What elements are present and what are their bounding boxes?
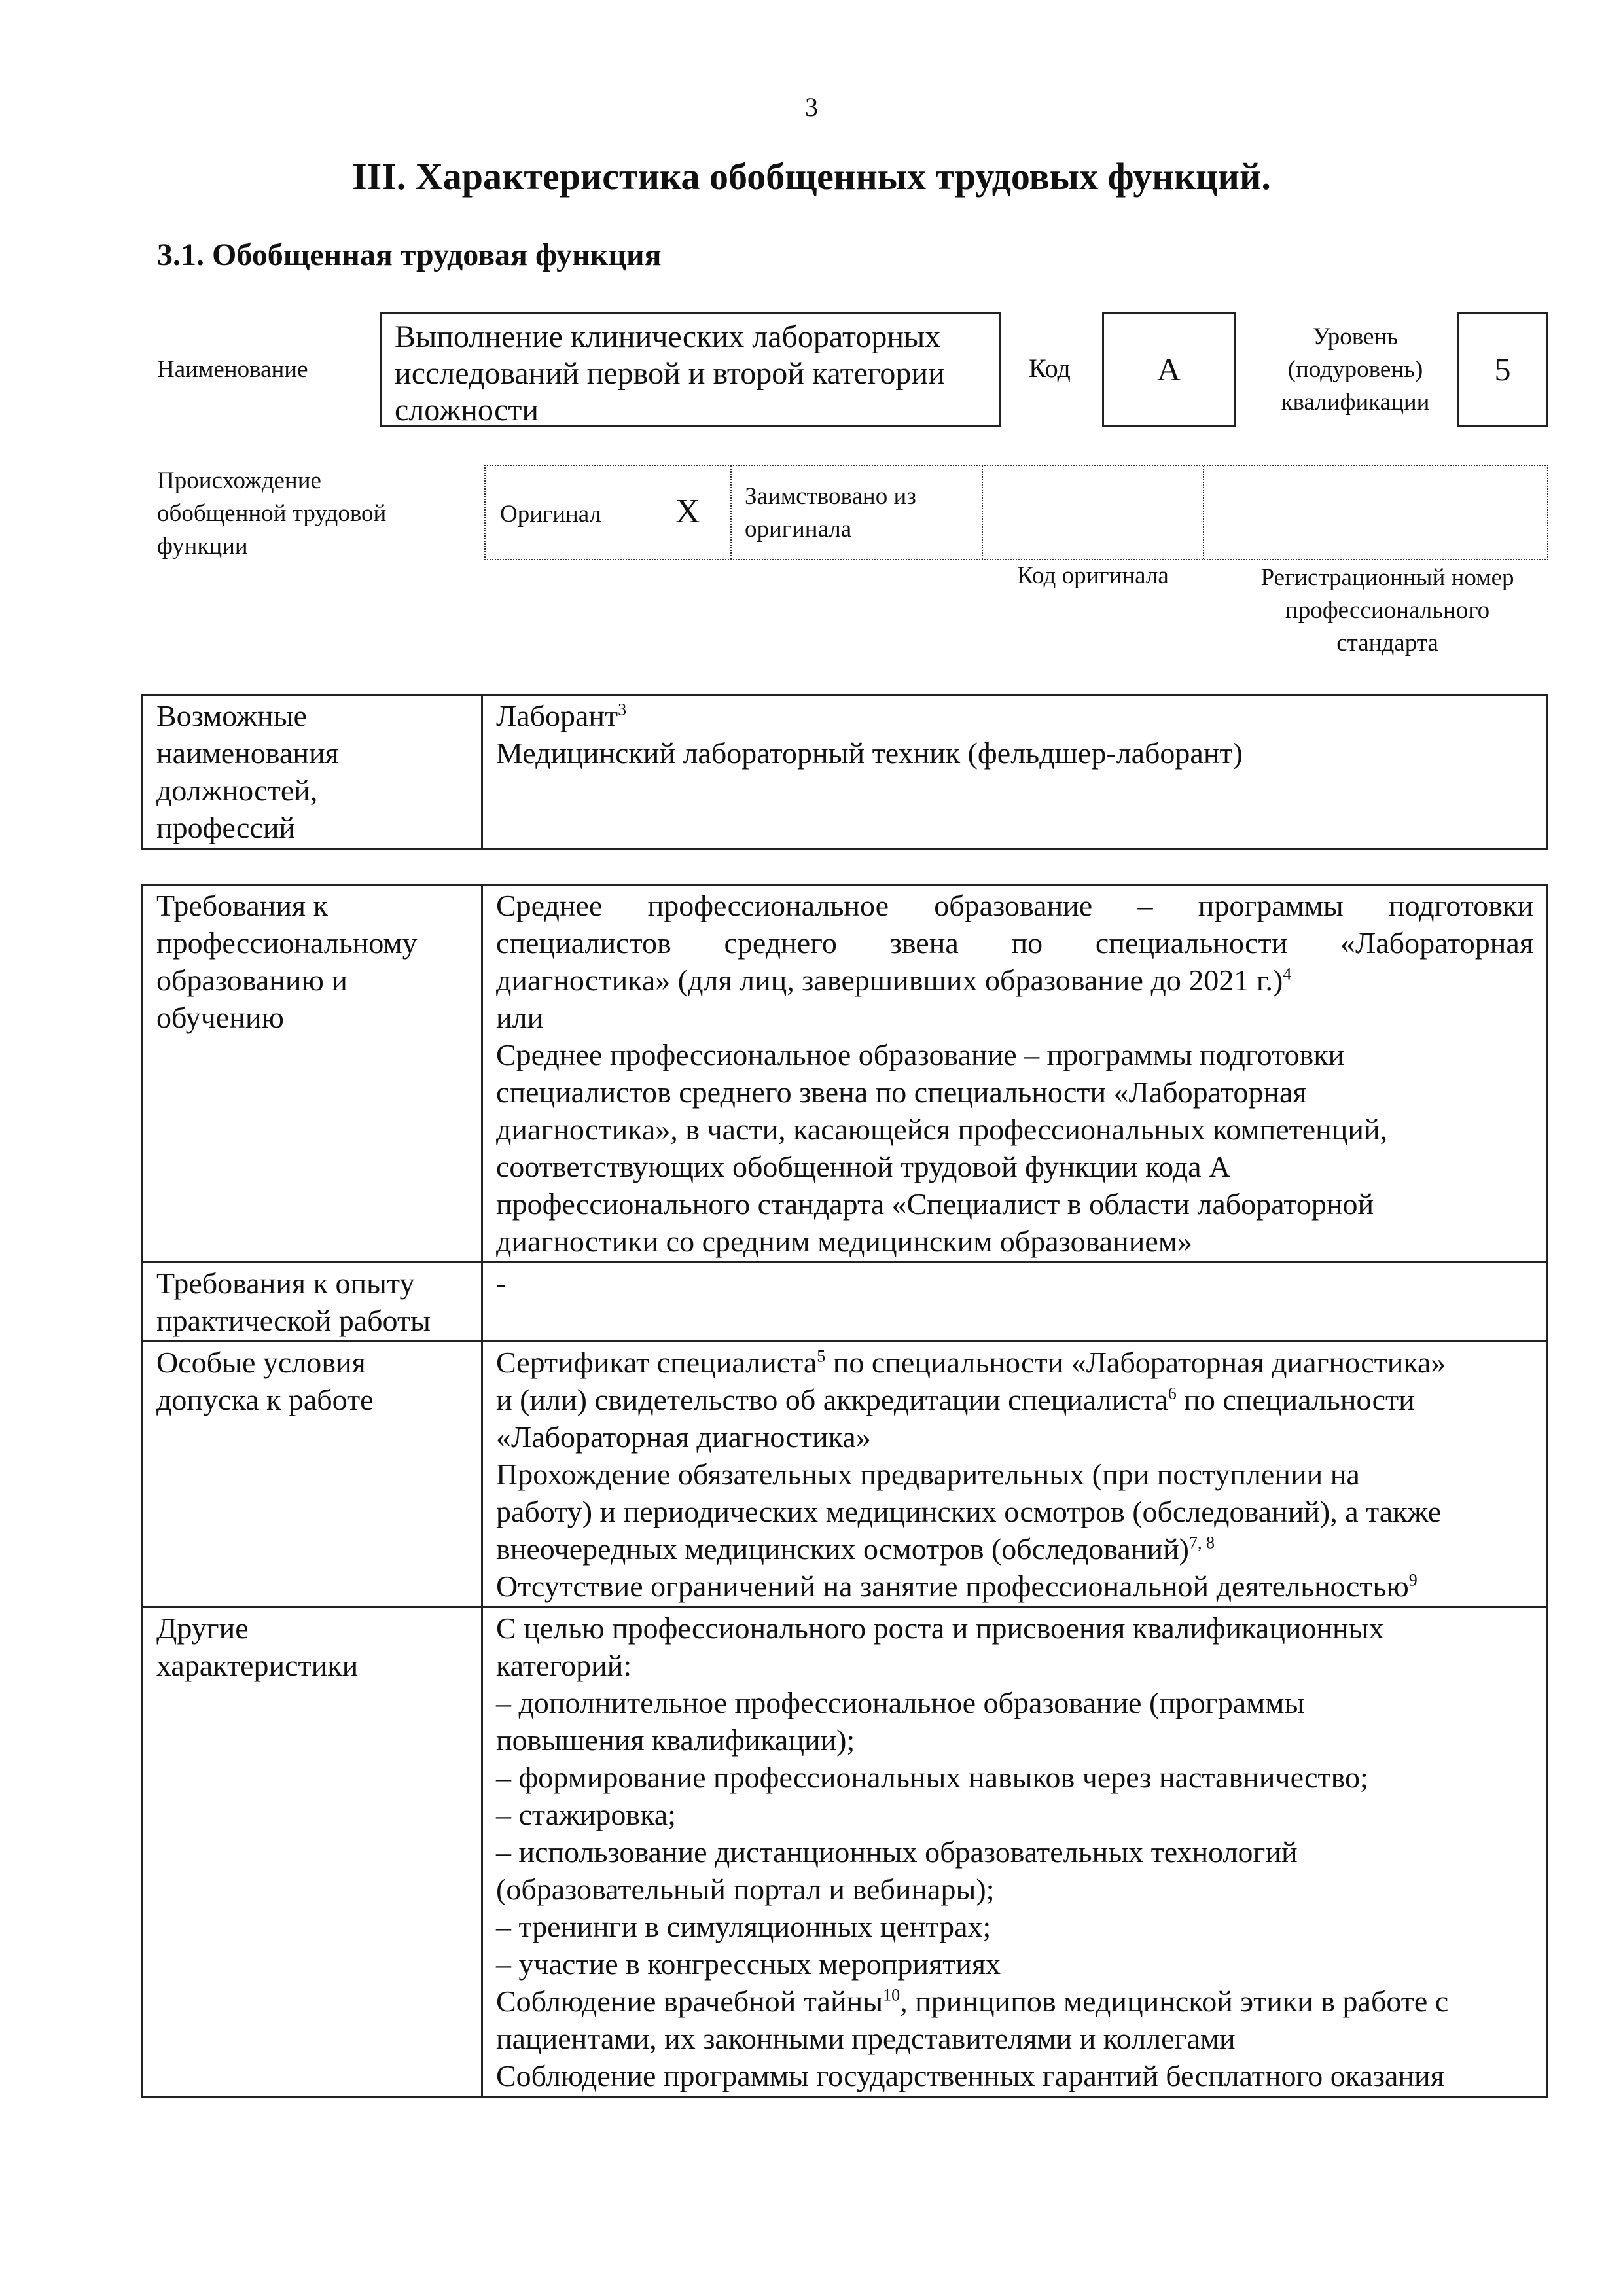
other-text: , принципов медицинской этики в работе с <box>900 1984 1449 2018</box>
origin-borrowed-cell <box>732 466 983 559</box>
code-label: Код <box>1029 353 1071 383</box>
name-label: Наименование <box>157 356 308 383</box>
admission-line <box>496 1568 1533 1605</box>
other-label-line: Другие <box>156 1611 249 1645</box>
education-line <box>496 961 1533 999</box>
admission-text: Сертификат специалиста <box>496 1346 817 1379</box>
education-line: диагностика», в части, касающейся профессиональных компетенций, <box>496 1113 1388 1146</box>
position-item: Медицинский лабораторный техник (фельдшер-лаборант) <box>496 736 1243 770</box>
table-row <box>143 885 1548 1263</box>
admission-label-line: допуска к работе <box>156 1383 374 1416</box>
borrowed-label-line: Заимствовано из <box>745 483 916 510</box>
education-line: или <box>496 1001 544 1034</box>
original-mark: Х <box>675 493 700 530</box>
level-label-line: (подуровень) <box>1287 356 1423 383</box>
table-row <box>143 1607 1548 2097</box>
education-line: специалистов среднего звена по специальности «Лабораторная <box>496 926 1533 960</box>
education-line: соответствующих обобщенной трудовой функции кода А <box>496 1150 1231 1183</box>
education-line: специалистов среднего звена по специальности «Лабораторная <box>496 1075 1307 1109</box>
table-row <box>143 1263 1548 1342</box>
admission-text: по специальности <box>1176 1383 1415 1416</box>
positions-label-line: должностей, <box>156 774 318 807</box>
admission-text: по специальности «Лабораторная диагностика» <box>825 1346 1446 1379</box>
origin-table <box>484 465 1548 560</box>
education-label-line: Требования к <box>156 889 328 922</box>
education-line: диагностики со средним медицинским образованием» <box>496 1225 1192 1258</box>
admission-line: Прохождение обязательных предварительных (при поступлении на <box>496 1458 1360 1491</box>
level-label-line: квалификации <box>1281 389 1430 416</box>
other-line: пациентами, их законными представителями и коллегами <box>496 2022 1236 2055</box>
page-number: 3 <box>805 92 818 122</box>
positions-table <box>141 694 1548 850</box>
other-label-cell <box>143 1607 482 2097</box>
footnote-ref: 10 <box>883 1985 901 2005</box>
other-line: – формирование профессиональных навыков через наставничество; <box>496 1761 1368 1794</box>
code-original-caption: Код оригинала <box>1017 562 1169 589</box>
positions-label-cell <box>143 695 482 849</box>
borrowed-label <box>745 480 916 546</box>
experience-label-line: практической работы <box>156 1304 431 1337</box>
origin-original-cell <box>486 466 732 559</box>
education-value-cell <box>482 885 1548 1263</box>
admission-label-line: Особые условия <box>156 1346 366 1379</box>
level-value: 5 <box>1457 312 1548 427</box>
admission-line <box>496 1530 1533 1568</box>
reg-caption-line: стандарта <box>1336 630 1438 656</box>
admission-text: Отсутствие ограничений на занятие профессиональной деятельностью <box>496 1570 1409 1603</box>
footnote-ref: 4 <box>1283 964 1292 984</box>
education-label-line: обучению <box>156 1001 284 1034</box>
other-line: – использование дистанционных образовательных технологий <box>496 1835 1298 1869</box>
origin-reg-cell <box>1204 466 1547 559</box>
subsection-title: 3.1. Обобщенная трудовая функция <box>157 238 662 272</box>
reg-caption-line: Регистрационный номер <box>1260 564 1514 591</box>
other-line: – стажировка; <box>496 1798 676 1831</box>
other-line: Соблюдение программы государственных гарантий бесплатного оказания <box>496 2059 1444 2092</box>
origin-label-line: обобщенной трудовой <box>157 500 387 527</box>
original-label: Оригинал <box>500 501 602 528</box>
positions-label-line: профессий <box>156 811 296 844</box>
admission-text: и (или) свидетельство об аккредитации специалиста <box>496 1383 1168 1416</box>
code-value: А <box>1102 312 1236 427</box>
admission-line <box>496 1344 1533 1381</box>
function-name-line: сложности <box>395 393 539 427</box>
position-item-text: Лаборант <box>496 699 618 732</box>
reg-caption-line: профессионального <box>1285 597 1490 624</box>
section-title: III. Характеристика обобщенных трудовых функций. <box>352 155 1271 198</box>
education-label-line: профессиональному <box>156 926 418 960</box>
other-line: повышения квалификации); <box>496 1723 855 1757</box>
footnote-ref: 7, 8 <box>1189 1533 1215 1552</box>
other-line: категорий: <box>496 1649 632 1682</box>
table-row <box>143 695 1548 849</box>
education-line: Среднее профессиональное образование – программы подготовки <box>496 889 1533 922</box>
position-item <box>496 697 1533 734</box>
other-line: – участие в конгрессных мероприятиях <box>496 1947 1001 1981</box>
borrowed-label-line: оригинала <box>745 516 852 543</box>
experience-label-cell <box>143 1263 482 1342</box>
origin-code-cell <box>983 466 1204 559</box>
table-row <box>143 1342 1548 1607</box>
function-name-line: Выполнение клинических лабораторных <box>395 319 941 354</box>
admission-text: внеочередных медицинских осмотров (обследований) <box>496 1532 1189 1566</box>
footnote-ref: 5 <box>817 1346 826 1366</box>
positions-label-line: наименования <box>156 736 339 770</box>
admission-line: работу) и периодических медицинских осмотров (обследований), а также <box>496 1495 1442 1528</box>
function-name-box <box>380 312 1001 427</box>
footnote-ref: 3 <box>618 700 627 719</box>
other-label-line: характеристики <box>156 1649 359 1682</box>
admission-value-cell <box>482 1342 1548 1607</box>
education-line: профессионального стандарта «Специалист в области лабораторной <box>496 1187 1374 1221</box>
admission-label-cell <box>143 1342 482 1607</box>
function-name-line: исследований первой и второй категории <box>395 356 945 391</box>
other-line <box>496 1982 1533 2020</box>
education-line-text: диагностика» (для лиц, завершивших образование до 2021 г.) <box>496 963 1283 997</box>
other-line: – дополнительное профессиональное образование (программы <box>496 1686 1305 1719</box>
other-value-cell <box>482 1607 1548 2097</box>
level-label-line: Уровень <box>1312 323 1399 350</box>
level-label <box>1247 321 1463 419</box>
admission-line <box>496 1381 1533 1418</box>
origin-label <box>157 465 445 563</box>
other-line: – тренинги в симуляционных центрах; <box>496 1910 991 1943</box>
education-label-line: образованию и <box>156 963 348 997</box>
education-label-cell <box>143 885 482 1263</box>
footnote-ref: 9 <box>1408 1570 1418 1590</box>
registration-number-caption <box>1217 562 1558 660</box>
education-line: Среднее профессиональное образование – программы подготовки <box>496 1038 1345 1071</box>
experience-value-cell: - <box>482 1263 1548 1342</box>
positions-value-cell <box>482 695 1548 849</box>
experience-label-line: Требования к опыту <box>156 1266 415 1300</box>
other-line: С целью профессионального роста и присвоения квалификационных <box>496 1611 1384 1645</box>
footnote-ref: 6 <box>1168 1384 1177 1403</box>
other-text: Соблюдение врачебной тайны <box>496 1984 883 2018</box>
other-line: (образовательный портал и вебинары); <box>496 1873 995 1906</box>
positions-label-line: Возможные <box>156 699 307 732</box>
origin-label-line: Происхождение <box>157 467 321 494</box>
requirements-table <box>141 884 1548 2098</box>
admission-line: «Лабораторная диагностика» <box>496 1420 871 1454</box>
origin-label-line: функции <box>157 533 248 560</box>
